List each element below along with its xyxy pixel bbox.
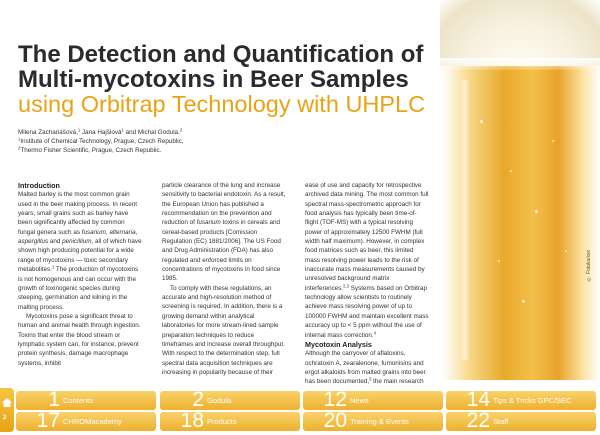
text-run: Systems based on Orbitrap technology allow scientists to routinely achieve mass resolving power of up to 100000 FWHM and maintain excellent mass accuracy up to < 5 ppm without the use of internal mass correction. [305, 284, 429, 339]
author-name: and Michal Godula, [123, 129, 180, 136]
section-heading-mycotoxin-analysis: Mycotoxin Analysis [305, 339, 372, 349]
italic-term: aspergillus [18, 238, 49, 246]
nav-news[interactable] [303, 388, 443, 411]
footnote-ref: 5 [369, 376, 372, 382]
text-run: the main research [373, 378, 424, 386]
affiliation-text: Thermo Fisher Scientific, Prague, Czech Republic. [20, 147, 162, 154]
text-column-3 [305, 181, 429, 396]
footnote-ref: 1 [18, 136, 21, 142]
text-run: and [48, 238, 63, 246]
nav-number: 22 [466, 409, 490, 432]
bubble [552, 140, 554, 142]
author-name: Jana Hajšlová [80, 129, 122, 136]
nav-number: 14 [466, 388, 490, 411]
glass-highlight [460, 80, 470, 360]
footnote-ref: 4 [373, 330, 376, 335]
footnote-ref: 1 [51, 264, 55, 270]
paragraph [305, 181, 429, 340]
text-run: ease of use and capacity for retrospective archived data mining. The most common full spectral mass-spectrometric approach for food analysis has typically been time-of-flight (TOF-MS) with a typical resolving power of approximately 12500 FWHM (full width half maximum). However, in complex food matrices such as beer, this limited mass resolving power leads to the risk of inaccurate mass measurements caused by unresolved background matrix interferences. [305, 182, 429, 292]
bubble [510, 170, 512, 172]
nav-number: 20 [323, 409, 347, 432]
text-run: The production of mycotoxins is not homogenous and can occur with the growth of toxinogenic species during steeping, germination and kilning in the malting process. [18, 266, 139, 311]
paragraph: To comply with these regulations, an accurate and high-resolution method of screening is required. In addition, there is a growing demand within analytical laboratories for more stream-lined sample preparation techniques to reduce timeframes and increase overall throughput. With respect to the determination step, full spectral data acquisition techniques are increasing in popularity because of their [162, 284, 285, 376]
text-run: , [105, 228, 110, 236]
bubble [480, 120, 483, 123]
beer-glass-image [440, 0, 600, 380]
nav-products[interactable] [160, 409, 300, 432]
bubble [535, 210, 538, 213]
footnote-ref: 2 [18, 145, 21, 151]
author-name: Milena Zachariášová, [18, 129, 78, 136]
nav-label: Staff [493, 417, 509, 426]
nav-tips-tricks[interactable] [446, 388, 596, 411]
author-names [18, 128, 438, 137]
image-copyright: © Fotolia/xxx [586, 250, 592, 282]
nav-chromacademy[interactable] [16, 409, 156, 432]
bubble [522, 300, 525, 303]
nav-label: Products [207, 417, 237, 426]
italic-term: fusarium [196, 219, 221, 227]
footnote-ref: 2,3 [343, 283, 349, 289]
bubble [565, 250, 567, 252]
nav-number: 17 [36, 409, 60, 432]
article-title [18, 42, 458, 92]
affiliation-text: Institute of Chemical Technology, Prague, Czech Republic, [20, 138, 184, 145]
affiliation-2 [18, 146, 438, 155]
footnote-ref: 1 [77, 127, 81, 133]
italic-term: fusarium [81, 228, 106, 236]
text-column-2 [162, 181, 286, 377]
text-run: Although the carryover of aflatoxins, ochratoxin A, zearalenone, fumonisins and ergot alkaloids from malted grains into beer has been documented, [305, 350, 426, 386]
nav-label: CHROMacademy [63, 417, 122, 426]
nav-label: Tips & Tricks GPC/SEC [493, 396, 572, 405]
nav-staff[interactable] [446, 409, 596, 432]
nav-label: Godula [207, 396, 232, 405]
author-block [18, 128, 438, 155]
nav-number: 1 [48, 388, 60, 411]
nav-label: Contents [63, 396, 94, 405]
italic-term: penicillium [62, 238, 92, 246]
text-run: toxins in cereals and cereal-based products [Comission Regulation (EC) 1881/2006]. The US Food and Drug Administration (FDA) has also regulated and enforced limits on concentrations of mycotoxins in food since 1985. [162, 219, 281, 283]
text-column-1 [18, 181, 142, 368]
home-icon[interactable] [2, 398, 12, 407]
paragraph: Mycotoxins pose a significant threat to human and animal health through ingestion. Toxins that enter the blood stream or lymphatic system can, for instance, prevent protein synthesis, damage macrophage systems, inhibit [18, 312, 141, 367]
nav-number: 12 [323, 388, 347, 411]
glass-rim [440, 58, 600, 70]
text-run: particle clearance of the lung and increase sensitivity to bacterial endotoxin. As a result, the European Union has published a recommendation on the prevention and reduction of [162, 182, 286, 227]
nav-training-events[interactable] [303, 409, 443, 432]
nav-label: Training & Events [350, 417, 409, 426]
footnote-ref: 2 [179, 127, 183, 133]
bubble [498, 260, 500, 262]
title-line-2: Multi-mycotoxins in Beer Samples [18, 66, 409, 93]
nav-label: News [350, 396, 369, 405]
affiliation-1 [18, 137, 438, 146]
italic-term: alternaria [109, 228, 136, 236]
home-button[interactable] [0, 388, 14, 432]
article-subtitle: using Orbitrap Technology with UHPLC [18, 91, 426, 117]
nav-number: 2 [192, 388, 204, 411]
paragraph [18, 190, 142, 311]
paragraph [162, 181, 286, 284]
beer-foam [440, 0, 600, 66]
section-heading-introduction: Introduction [18, 181, 60, 190]
page-number: 2 [3, 415, 7, 421]
text-run: , all of which have shown high producing potential for a wide range of mycotoxins — toxic secondary metabolites. [18, 238, 142, 274]
text-run: Malted barley is the most common grain used in the beer making process. In recent years, small grains such as barley have been significantly affected by common fungal genera such as [18, 191, 138, 236]
nav-godula[interactable] [160, 388, 300, 411]
nav-number: 18 [180, 409, 204, 432]
title-line-1: The Detection and Quantification of [18, 41, 424, 68]
nav-contents[interactable] [16, 388, 156, 411]
text-run: , [135, 228, 138, 236]
footnote-ref: 1 [121, 127, 124, 133]
